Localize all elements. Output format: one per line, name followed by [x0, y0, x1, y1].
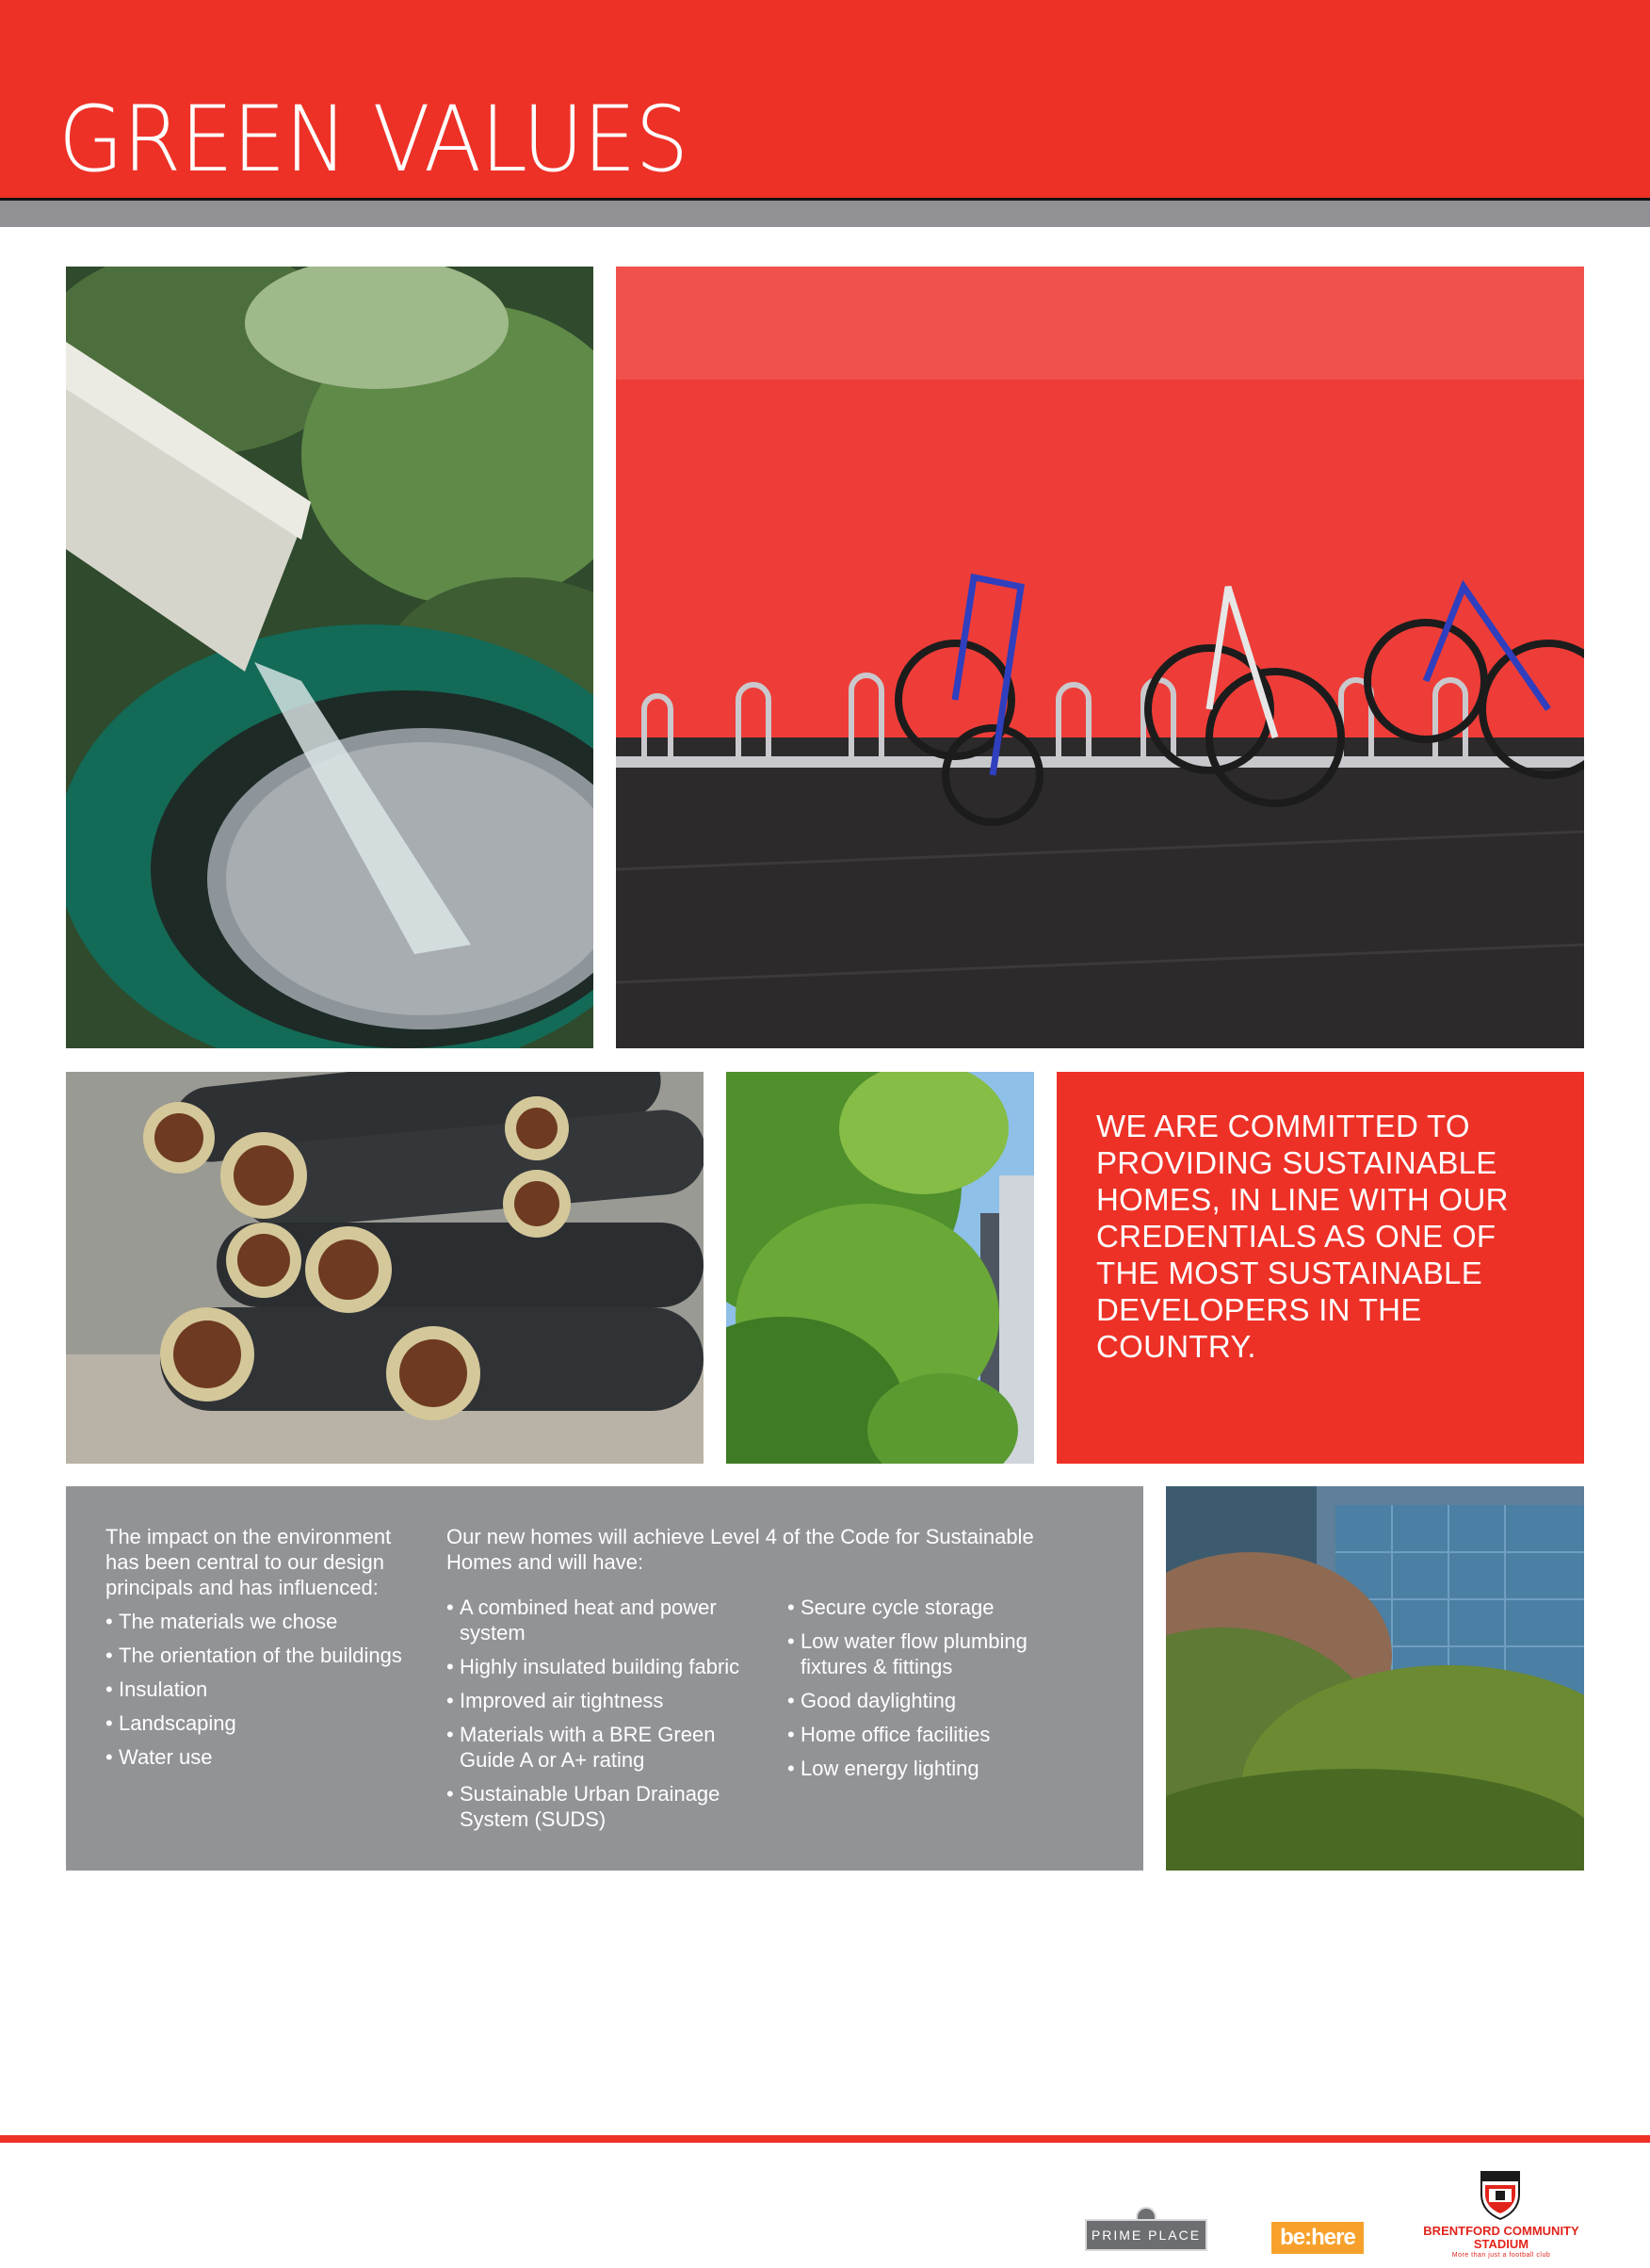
code-features-intro: Our new homes will achieve Level 4 of the Code for Sustainable Homes and will have:	[446, 1525, 1034, 1574]
design-influences-list	[105, 1609, 426, 1770]
planting-and-offices-photo	[1166, 1486, 1584, 1871]
list-item: • Home office facilities	[787, 1722, 1089, 1747]
list-item: • The orientation of the buildings	[105, 1643, 426, 1668]
list-item: • Improved air tightness	[446, 1688, 767, 1713]
brentford-crest-icon	[1477, 2166, 1524, 2221]
footer-divider	[0, 2135, 1650, 2143]
code-features-list-right	[787, 1586, 1089, 1781]
page-title: GREEN VALUES	[58, 87, 688, 192]
statement-panel	[1057, 1072, 1584, 1464]
list-item: • Insulation	[105, 1677, 426, 1702]
header-grey-band	[0, 201, 1650, 227]
list-item: • Water use	[105, 1744, 426, 1770]
list-item: • Materials with a BRE Green Guide A or A+ rating	[446, 1722, 767, 1773]
commitment-statement: WE ARE COMMITTED TO PROVIDING SUSTAINABLE HOMES, IN LINE WITH OUR CREDENTIALS AS ONE OF THE MOST SUSTAINABLE DEVELOPERS IN THE COUNTRY.	[1096, 1109, 1509, 1364]
list-item: • Secure cycle storage	[787, 1595, 1089, 1620]
list-item: • A combined heat and power system	[446, 1595, 767, 1645]
behere-logo: be:here	[1271, 2222, 1364, 2254]
design-influences-column	[105, 1524, 426, 1770]
design-influences-intro: The impact on the environment has been central to our design principals and has influenced:	[105, 1525, 392, 1599]
rainwater-downpipe-photo	[66, 267, 593, 1048]
tree-and-tower-photo	[726, 1072, 1034, 1464]
list-item: • Sustainable Urban Drainage System (SUDS)	[446, 1781, 767, 1832]
list-item: • Low energy lighting	[787, 1756, 1089, 1781]
list-item: • Landscaping	[105, 1710, 426, 1736]
cycle-storage-photo	[616, 267, 1584, 1048]
prime-place-logo: PRIME PLACE	[1085, 2219, 1207, 2251]
sustainability-info-panel	[66, 1486, 1143, 1871]
list-item: • Good daylighting	[787, 1688, 1089, 1713]
list-item: • Low water flow plumbing fixtures & fittings	[787, 1628, 1089, 1679]
code-features-list-left	[446, 1586, 767, 1832]
brentford-tagline: More than just a football club	[1451, 2252, 1551, 2259]
code-features-column	[446, 1524, 1087, 1831]
brentford-stadium-logo: BRENTFORD COMMUNITY STADIUM	[1423, 2224, 1579, 2251]
list-item: • Highly insulated building fabric	[446, 1654, 767, 1679]
list-item: • The materials we chose	[105, 1609, 426, 1634]
insulated-pipes-photo	[66, 1072, 704, 1464]
